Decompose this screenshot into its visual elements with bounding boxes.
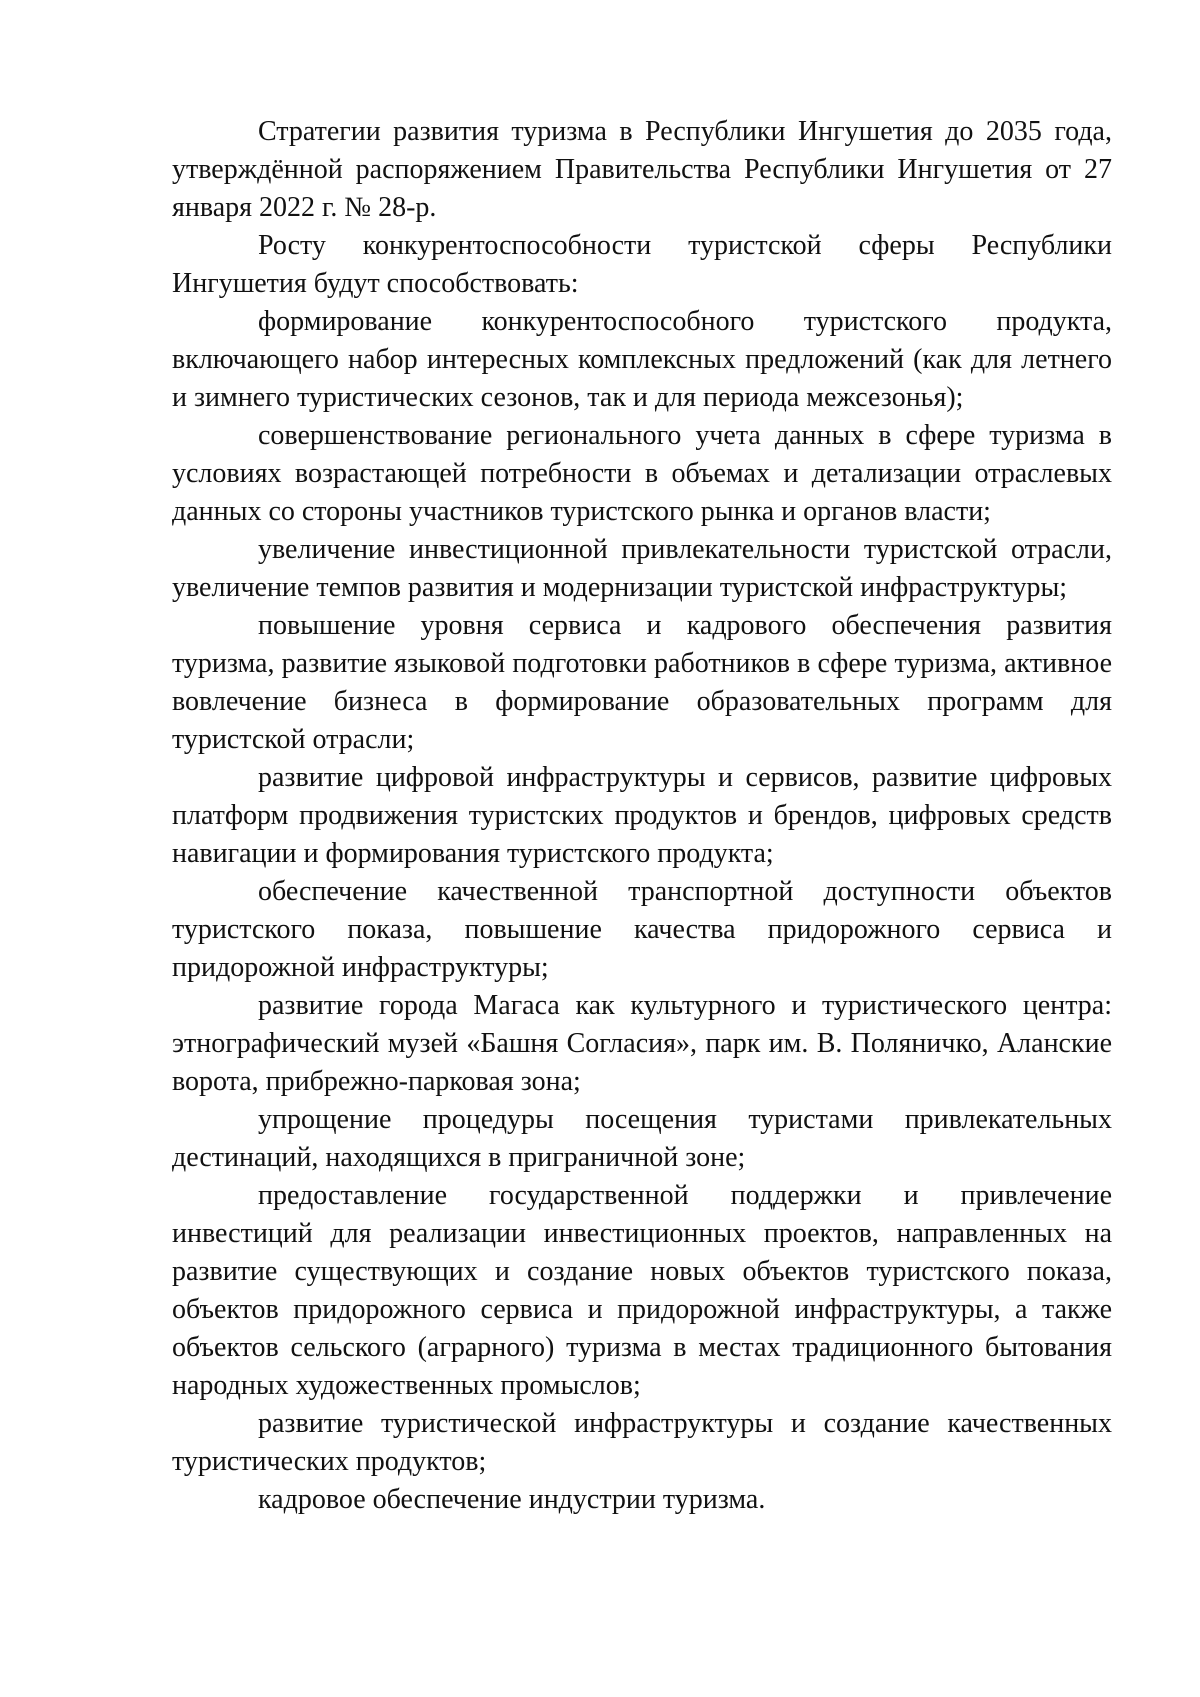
paragraph-service-staffing: повышение уровня сервиса и кадрового обеспечения развития туризма, развитие языковой подготовки работников в сфере туризма, активное вовлечение бизнеса в формирование образовательных программ для туристской отрасли; bbox=[172, 610, 1112, 755]
paragraph-strategy-reference: Стратегии развития туризма в Республики Ингушетия до 2035 года, утверждённой распоряжением Правительства Республики Ингушетия от 27 января 2022 г. № 28-р. bbox=[172, 116, 1112, 223]
paragraph-regional-data: совершенствование регионального учета данных в сфере туризма в условиях возрастающей потребности в объемах и детализации отраслевых данных со стороны участников туристского рынка и органов власти; bbox=[172, 420, 1112, 527]
paragraph-magas-development: развитие города Магаса как культурного и туристического центра: этнографический музей «Башня Согласия», парк им. В. Поляничко, Аланские ворота, прибрежно-парковая зона; bbox=[172, 990, 1112, 1097]
paragraph-tourist-product: формирование конкурентоспособного туристского продукта, включающего набор интересных комплексных предложений (как для летнего и зимнего туристических сезонов, так и для периода межсезонья); bbox=[172, 306, 1112, 413]
paragraph-investment-attractiveness: увеличение инвестиционной привлекательности туристской отрасли, увеличение темпов развития и модернизации туристской инфраструктуры; bbox=[172, 534, 1112, 603]
paragraph-transport-access: обеспечение качественной транспортной доступности объектов туристского показа, повышение качества придорожного сервиса и придорожной инфраструктуры; bbox=[172, 876, 1112, 983]
paragraph-border-zone: упрощение процедуры посещения туристами привлекательных дестинаций, находящихся в приграничной зоне; bbox=[172, 1104, 1112, 1173]
paragraph-digital-infrastructure: развитие цифровой инфраструктуры и сервисов, развитие цифровых платформ продвижения туристских продуктов и брендов, цифровых средств навигации и формирования туристского продукта; bbox=[172, 762, 1112, 869]
document-body bbox=[172, 113, 1112, 1519]
paragraph-tourism-infrastructure: развитие туристической инфраструктуры и создание качественных туристических продуктов; bbox=[172, 1408, 1112, 1477]
paragraph-industry-staffing: кадровое обеспечение индустрии туризма. bbox=[258, 1484, 766, 1515]
paragraph-competitiveness-intro: Росту конкурентоспособности туристской сферы Республики Ингушетия будут способствовать: bbox=[172, 230, 1112, 299]
paragraph-state-support: предоставление государственной поддержки и привлечение инвестиций для реализации инвестиционных проектов, направленных на развитие существующих и создание новых объектов туристского показа, объектов придорожного сервиса и придорожной инфраструктуры, а также объектов сельского (аграрного) туризма в местах традиционного бытования народных художественных промыслов; bbox=[172, 1180, 1112, 1401]
